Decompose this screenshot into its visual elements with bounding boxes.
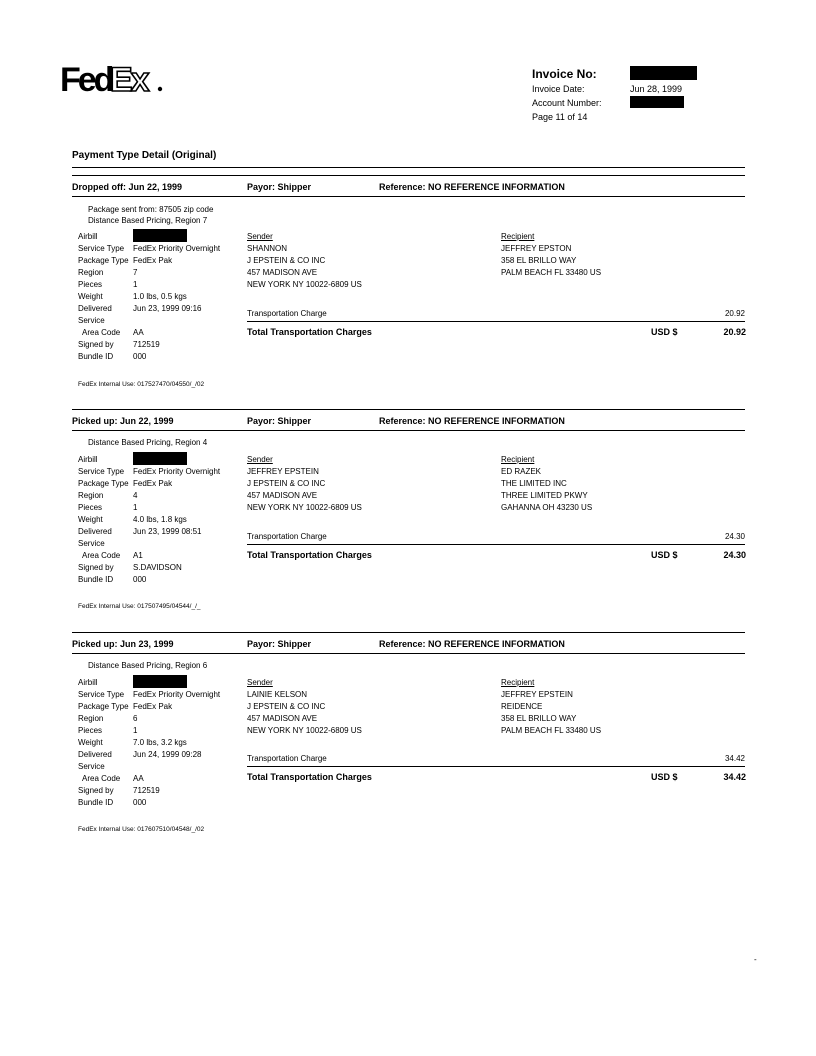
total-currency: USD $ <box>651 550 678 560</box>
sender-line: NEW YORK NY 10022-6809 US <box>247 726 362 735</box>
recipient-line: PALM BEACH FL 33480 US <box>501 726 602 735</box>
shipment-payor: Payor: Shipper <box>247 182 312 192</box>
redacted-airbill-number <box>133 675 187 688</box>
region-value: 4 <box>133 491 138 500</box>
weight-label: Weight <box>78 292 103 301</box>
package-type-label: Package Type <box>78 702 129 711</box>
total-currency: USD $ <box>651 327 678 337</box>
shipment-event: Picked up: Jun 23, 1999 <box>72 639 174 649</box>
shipment-note: Package sent from: 87505 zip code <box>88 205 214 214</box>
signed-by-value: 712519 <box>133 340 160 349</box>
shipment-header-rule <box>72 653 745 654</box>
sender-line: NEW YORK NY 10022-6809 US <box>247 280 362 289</box>
area-code-value: AA <box>133 774 144 783</box>
recipient-line: THE LIMITED INC <box>501 479 567 488</box>
pieces-value: 1 <box>133 726 138 735</box>
recipient-line: THREE LIMITED PKWY <box>501 491 588 500</box>
charge-rule <box>247 321 745 322</box>
weight-value: 1.0 lbs, 0.5 kgs <box>133 292 187 301</box>
sender-line: NEW YORK NY 10022-6809 US <box>247 503 362 512</box>
shipment-reference: Reference: NO REFERENCE INFORMATION <box>379 182 565 192</box>
internal-use-code: FedEx Internal Use: 017607510/04548/_/02 <box>78 826 205 833</box>
area-code-value: AA <box>133 328 144 337</box>
shipment-top-rule <box>72 409 745 410</box>
recipient-line: 358 EL BRILLO WAY <box>501 256 577 265</box>
charge-rule <box>247 766 745 767</box>
service-type-value: FedEx Priority Overnight <box>133 690 221 699</box>
total-charges-label: Total Transportation Charges <box>247 550 372 560</box>
airbill-label: Airbill <box>78 678 98 687</box>
logo-fed-text: Fed <box>60 61 112 96</box>
pieces-label: Pieces <box>78 280 103 289</box>
pieces-label: Pieces <box>78 726 103 735</box>
pieces-value: 1 <box>133 280 138 289</box>
sender-line: 457 MADISON AVE <box>247 268 318 277</box>
delivered-label: Delivered <box>78 750 112 759</box>
service-type-value: FedEx Priority Overnight <box>133 244 221 253</box>
signed-by-label: Signed by <box>78 786 114 795</box>
weight-label: Weight <box>78 515 103 524</box>
package-type-label: Package Type <box>78 479 129 488</box>
invoice-date-value: Jun 28, 1999 <box>630 84 683 94</box>
delivered-label: Delivered <box>78 527 112 536</box>
recipient-line: JEFFREY EPSTON <box>501 244 572 253</box>
sender-heading: Sender <box>247 678 273 687</box>
transportation-charge-value: 20.92 <box>724 309 745 318</box>
redacted-invoice-number <box>630 66 697 80</box>
region-label: Region <box>78 268 104 277</box>
logo-ex-text: Ex <box>110 61 148 96</box>
bundle-id-label: Bundle ID <box>78 798 114 807</box>
area-code-label: Area Code <box>82 774 121 783</box>
delivered-label: Delivered <box>78 304 112 313</box>
bundle-id-value: 000 <box>133 798 147 807</box>
shipment-top-rule <box>72 632 745 633</box>
sender-heading: Sender <box>247 232 273 241</box>
service-label: Service <box>78 539 105 548</box>
signed-by-label: Signed by <box>78 563 114 572</box>
recipient-heading: Recipient <box>501 678 535 687</box>
shipment-header-rule <box>72 430 745 431</box>
bundle-id-value: 000 <box>133 575 147 584</box>
signed-by-value: S.DAVIDSON <box>133 563 182 572</box>
invoice-number-label: Invoice No: <box>532 67 597 81</box>
sender-line: J EPSTEIN & CO INC <box>247 702 326 711</box>
sender-heading: Sender <box>247 455 273 464</box>
airbill-label: Airbill <box>78 232 98 241</box>
service-type-label: Service Type <box>78 244 125 253</box>
package-type-value: FedEx Pak <box>133 256 173 265</box>
delivered-value: Jun 23, 1999 09:16 <box>133 304 202 313</box>
bundle-id-label: Bundle ID <box>78 575 114 584</box>
transportation-charge-label: Transportation Charge <box>247 309 327 318</box>
shipment-event: Dropped off: Jun 22, 1999 <box>72 182 183 192</box>
service-type-value: FedEx Priority Overnight <box>133 467 221 476</box>
service-type-label: Service Type <box>78 467 125 476</box>
invoice-date-label: Invoice Date: <box>532 84 585 94</box>
internal-use-code: FedEx Internal Use: 017507495/04544/_/_ <box>78 603 201 610</box>
sender-line: 457 MADISON AVE <box>247 714 318 723</box>
airbill-label: Airbill <box>78 455 98 464</box>
transportation-charge-label: Transportation Charge <box>247 532 327 541</box>
shipment-block-3 <box>0 639 816 859</box>
weight-label: Weight <box>78 738 103 747</box>
recipient-line: GAHANNA OH 43230 US <box>501 503 593 512</box>
section-title: Payment Type Detail (Original) <box>72 150 217 161</box>
shipment-reference: Reference: NO REFERENCE INFORMATION <box>379 416 565 426</box>
shipment-reference: Reference: NO REFERENCE INFORMATION <box>379 639 565 649</box>
shipment-note: Distance Based Pricing, Region 4 <box>88 438 208 447</box>
weight-value: 4.0 lbs, 1.8 kgs <box>133 515 187 524</box>
recipient-line: REIDENCE <box>501 702 543 711</box>
service-type-label: Service Type <box>78 690 125 699</box>
shipment-payor: Payor: Shipper <box>247 639 312 649</box>
delivered-value: Jun 23, 1999 08:51 <box>133 527 202 536</box>
total-currency: USD $ <box>651 772 678 782</box>
sender-line: 457 MADISON AVE <box>247 491 318 500</box>
shipment-top-rule <box>72 175 745 176</box>
page-number: Page 11 of 14 <box>532 112 588 122</box>
service-label: Service <box>78 762 105 771</box>
total-charges-label: Total Transportation Charges <box>247 772 372 782</box>
package-type-value: FedEx Pak <box>133 702 173 711</box>
delivered-value: Jun 24, 1999 09:28 <box>133 750 202 759</box>
shipment-block-1 <box>0 182 816 402</box>
bundle-id-label: Bundle ID <box>78 352 114 361</box>
redacted-account-number <box>630 96 684 108</box>
sender-line: LAINIE KELSON <box>247 690 308 699</box>
recipient-heading: Recipient <box>501 232 535 241</box>
sender-line: J EPSTEIN & CO INC <box>247 479 326 488</box>
package-type-label: Package Type <box>78 256 129 265</box>
total-charges-label: Total Transportation Charges <box>247 327 372 337</box>
shipment-note: Distance Based Pricing, Region 6 <box>88 661 208 670</box>
section-rule <box>72 167 745 168</box>
shipment-block-2 <box>0 416 816 636</box>
signed-by-value: 712519 <box>133 786 160 795</box>
shipment-payor: Payor: Shipper <box>247 416 312 426</box>
signed-by-label: Signed by <box>78 340 114 349</box>
sender-line: SHANNON <box>247 244 288 253</box>
internal-use-code: FedEx Internal Use: 017527470/04550/_/02 <box>78 381 205 388</box>
total-charges-value: 24.30 <box>723 550 746 560</box>
area-code-label: Area Code <box>82 551 121 560</box>
transportation-charge-value: 34.42 <box>724 754 745 763</box>
logo-dot <box>158 87 162 91</box>
shipment-header-rule <box>72 196 745 197</box>
recipient-line: JEFFREY EPSTEIN <box>501 690 573 699</box>
recipient-line: PALM BEACH FL 33480 US <box>501 268 602 277</box>
redacted-airbill-number <box>133 229 187 242</box>
transportation-charge-value: 24.30 <box>724 532 745 541</box>
area-code-value: A1 <box>133 551 143 560</box>
region-label: Region <box>78 714 104 723</box>
recipient-heading: Recipient <box>501 455 535 464</box>
total-charges-value: 20.92 <box>723 327 746 337</box>
pieces-label: Pieces <box>78 503 103 512</box>
recipient-line: ED RAZEK <box>501 467 542 476</box>
recipient-line: 358 EL BRILLO WAY <box>501 714 577 723</box>
region-value: 6 <box>133 714 138 723</box>
package-type-value: FedEx Pak <box>133 479 173 488</box>
shipment-note: Distance Based Pricing, Region 7 <box>88 216 208 225</box>
area-code-label: Area Code <box>82 328 121 337</box>
account-number-label: Account Number: <box>532 98 602 108</box>
region-label: Region <box>78 491 104 500</box>
total-charges-value: 34.42 <box>723 772 746 782</box>
shipment-event: Picked up: Jun 22, 1999 <box>72 416 174 426</box>
sender-line: JEFFREY EPSTEIN <box>247 467 319 476</box>
bundle-id-value: 000 <box>133 352 147 361</box>
sender-line: J EPSTEIN & CO INC <box>247 256 326 265</box>
fedex-logo <box>60 60 170 96</box>
redacted-airbill-number <box>133 452 187 465</box>
service-label: Service <box>78 316 105 325</box>
region-value: 7 <box>133 268 138 277</box>
transportation-charge-label: Transportation Charge <box>247 754 327 763</box>
page-mark: - <box>754 955 757 964</box>
charge-rule <box>247 544 745 545</box>
weight-value: 7.0 lbs, 3.2 kgs <box>133 738 187 747</box>
pieces-value: 1 <box>133 503 138 512</box>
